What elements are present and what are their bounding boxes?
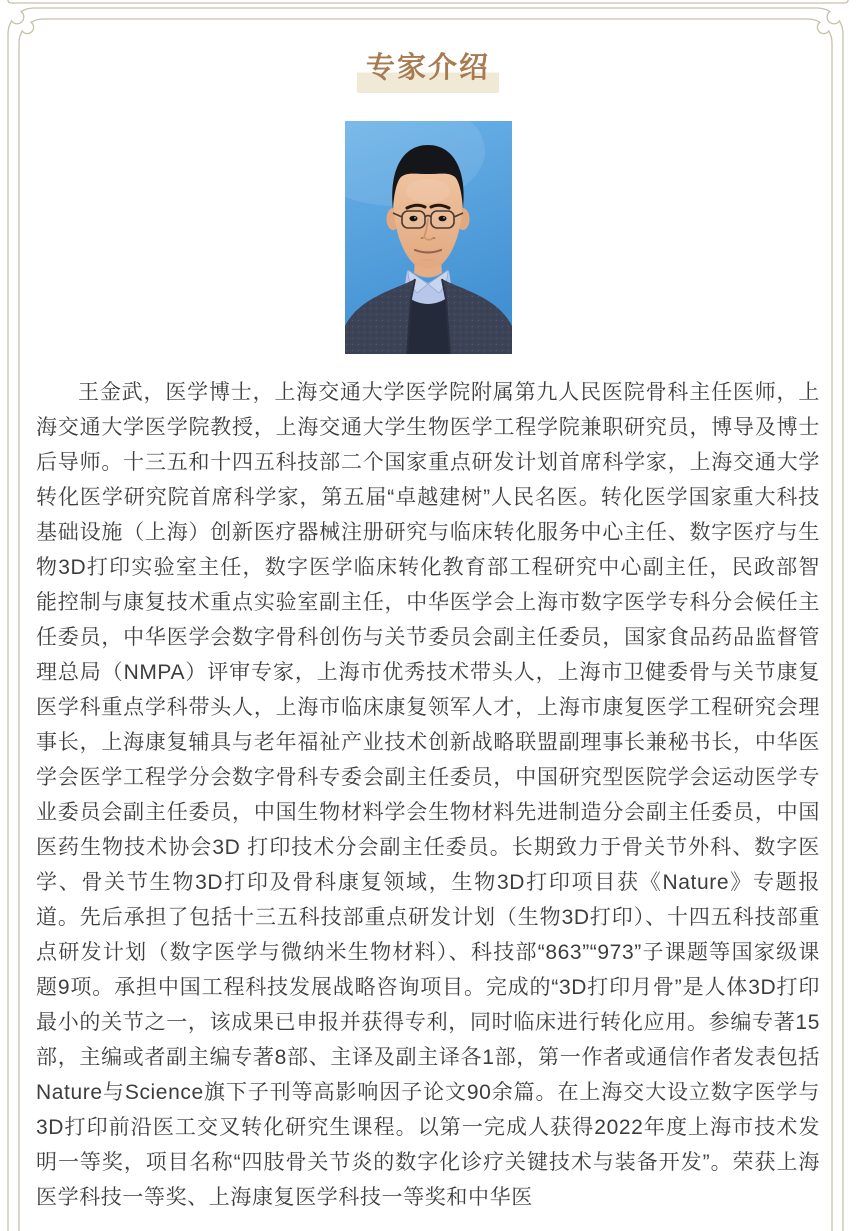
eye-left bbox=[409, 216, 417, 222]
page-title bbox=[0, 0, 856, 93]
page-title-text: 专家介绍 bbox=[357, 48, 499, 93]
eye-right bbox=[438, 216, 446, 222]
expert-portrait-photo[interactable] bbox=[345, 121, 512, 354]
bio-paragraph: 王金武，医学博士，上海交通大学医学院附属第九人民医院骨科主任医师，上海交通大学医学院教授，上海交通大学生物医学工程学院兼职研究员，博导及博士后导师。十三五和十四五科技部二个国家重点研发计划首席科学家，上海交通大学转化医学研究院首席科学家，第五届“卓越建树”人民名医。转化医学国家重大科技基础设施（上海）创新医疗器械注册研究与临床转化服务中心主任、数字医疗与生物3D打印实验室主任，数字医学临床转化教育部工程研究中心副主任，民政部智能控制与康复技术重点实验室副主任，中华医学会上海市数字医学专科分会候任主任委员，中华医学会数字骨科创伤与关节委员会副主任委员，国家食品药品监督管理总局（NMPA）评审专家，上海市优秀技术带头人，上海市卫健委骨与关节康复医学科重点学科带头人，上海市临床康复领军人才，上海市康复医学工程研究会理事长，上海康复辅具与老年福祉产业技术创新战略联盟副理事长兼秘书长，中华医学会医学工程学分会数字骨科专委会副主任委员，中国研究型医院学会运动医学专业委员会副主任委员，中国生物材料学会生物材料先进制造分会副主任委员，中国医药生物技术协会3D 打印技术分会副主任委员。长期致力于骨关节外科、数字医学、骨关节生物3D打印及骨科康复领域，生物3D打印项目获《Nature》专题报道。先后承担了包括十三五科技部重点研发计划（生物3D打印）、十四五科技部重点研发计划（数字医学与微纳米生物材料）、科技部“863”“973”子课题等国家级课题9项。承担中国工程科技发展战略咨询项目。完成的“3D打印月骨”是人体3D打印最小的关节之一，该成果已申报并获得专利，同时临床进行转化应用。参编专著15部，主编或者副主编专著8部、主译及副主译各1部，第一作者或通信作者发表包括Nature与Science旗下子刊等高影响因子论文90余篇。在上海交大设立数字医学与3D打印前沿医工交叉转化研究生课程。以第一完成人获得2022年度上海市技术发明一等奖，项目名称“四肢骨关节炎的数字化诊疗关键技术与装备开发”。荣获上海医学科技一等奖、上海康复医学科技一等奖和中华医 bbox=[36, 381, 820, 1209]
portrait-illustration bbox=[345, 121, 512, 354]
